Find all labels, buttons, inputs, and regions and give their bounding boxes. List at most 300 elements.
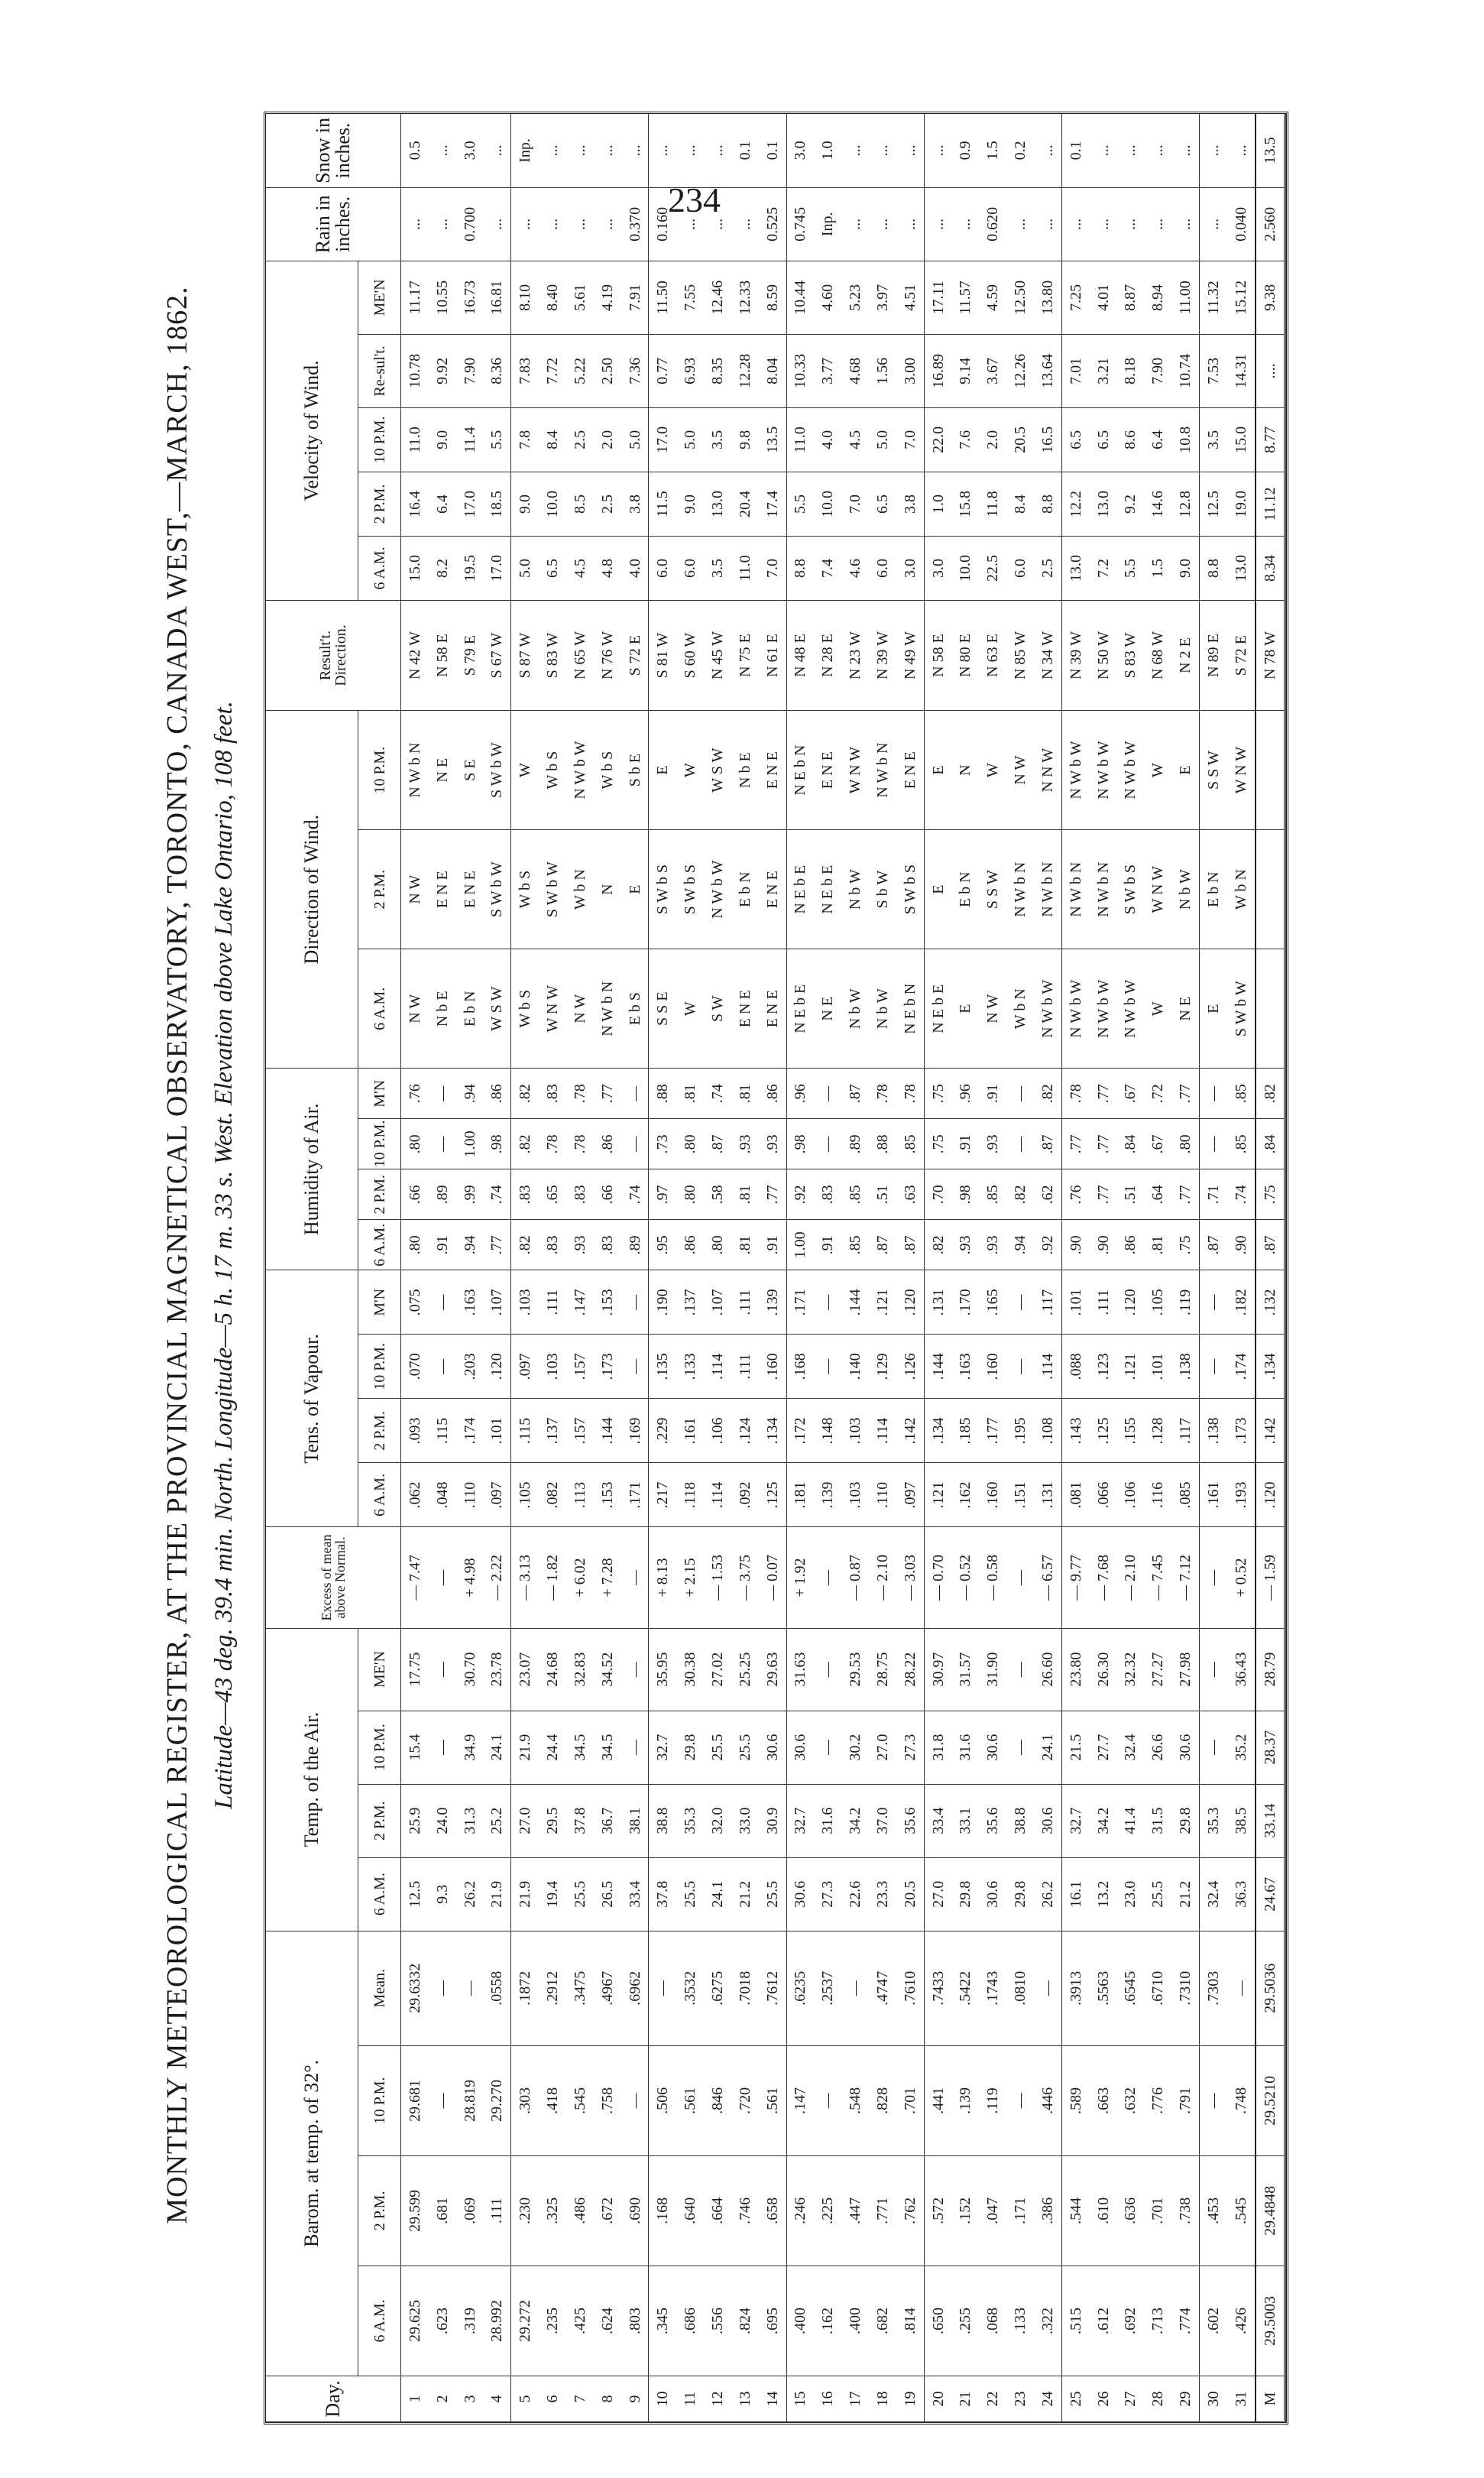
table-cell: 24.67 xyxy=(1256,1857,1285,1931)
table-cell: 13.0 xyxy=(1061,536,1089,600)
table-cell: .78 xyxy=(1061,1069,1089,1119)
table-cell xyxy=(1256,830,1285,949)
subheader-cell: 10 P.M. xyxy=(358,1335,401,1399)
table-cell: .612 xyxy=(1090,2266,1117,2376)
table-cell: 5.5 xyxy=(1116,536,1144,600)
table-cell: 34.2 xyxy=(841,1784,869,1857)
table-cell: 27.27 xyxy=(1144,1628,1171,1711)
table-cell: .87 xyxy=(1199,1220,1226,1270)
table-cell: 26.2 xyxy=(1034,1857,1061,1931)
table-cell: .682 xyxy=(869,2266,896,2376)
table-cell: .85 xyxy=(896,1119,924,1169)
table-cell: 33.1 xyxy=(952,1784,980,1857)
table-cell: .62 xyxy=(1034,1169,1061,1220)
table-cell: 23.07 xyxy=(511,1628,539,1711)
table-cell: .83 xyxy=(566,1169,594,1220)
table-cell: 19.0 xyxy=(1227,472,1256,536)
table-cell: 27.98 xyxy=(1171,1628,1199,1711)
table-cell: .81 xyxy=(676,1069,704,1119)
table-cell: Inp. xyxy=(814,187,841,261)
subheader-cell: 6 A.M. xyxy=(358,1463,401,1527)
table-cell: 0.1 xyxy=(731,114,759,187)
table-cell: — xyxy=(621,1527,649,1628)
table-cell: 28.992 xyxy=(483,2266,510,2376)
table-cell: .101 xyxy=(483,1399,510,1463)
table-cell: ... xyxy=(924,114,951,187)
table-cell: S 83 W xyxy=(1116,601,1144,711)
table-cell: .319 xyxy=(456,2266,484,2376)
table-cell: 32.7 xyxy=(1061,1784,1089,1857)
table-cell: .58 xyxy=(704,1169,731,1220)
table-cell: 20.4 xyxy=(731,472,759,536)
table-cell: .7303 xyxy=(1199,1931,1226,2045)
table-cell: .83 xyxy=(814,1169,841,1220)
table-cell: N E xyxy=(1171,949,1199,1069)
table-cell: .82 xyxy=(511,1069,539,1119)
table-cell: 4.51 xyxy=(896,261,924,334)
subheader-cell: Mean. xyxy=(358,1931,401,2045)
table-cell: N W b N xyxy=(1006,830,1034,949)
table-cell: W b N xyxy=(566,830,594,949)
table-cell: .1872 xyxy=(511,1931,539,2045)
table-cell: .114 xyxy=(704,1463,731,1527)
table-cell: .113 xyxy=(566,1463,594,1527)
table-cell: 12.33 xyxy=(731,261,759,334)
table-cell: 29.681 xyxy=(401,2045,429,2155)
table-cell: 30.6 xyxy=(759,1711,786,1784)
table-cell: — xyxy=(1199,1119,1226,1169)
register-body xyxy=(401,114,1285,2422)
table-cell: .217 xyxy=(649,1463,676,1527)
table-cell: .... xyxy=(1256,334,1285,407)
table-cell: .225 xyxy=(814,2155,841,2266)
table-cell: N W b W xyxy=(1061,711,1089,830)
table-cell: 3.5 xyxy=(704,407,731,472)
table-cell: 9.8 xyxy=(731,407,759,472)
table-cell: .138 xyxy=(1199,1399,1226,1463)
table-cell: .129 xyxy=(869,1335,896,1399)
table-cell: W xyxy=(1144,711,1171,830)
table-cell: .610 xyxy=(1090,2155,1117,2266)
table-row xyxy=(483,114,510,2422)
table-cell: 13.5 xyxy=(1256,114,1285,187)
table-cell: .3532 xyxy=(676,1931,704,2045)
table-cell: ... xyxy=(1144,187,1171,261)
day-cell: 23 xyxy=(1006,2376,1034,2421)
table-cell: .203 xyxy=(456,1335,484,1399)
table-cell: 17.4 xyxy=(759,472,786,536)
table-cell: .80 xyxy=(401,1220,429,1270)
table-cell: E xyxy=(1171,711,1199,830)
subheader-cell: 10 P.M. xyxy=(358,407,401,472)
table-cell: N W b W xyxy=(1116,949,1144,1069)
table-cell: .771 xyxy=(869,2155,896,2266)
table-cell: .87 xyxy=(1034,1119,1061,1169)
table-cell: .082 xyxy=(539,1463,566,1527)
table-cell: .229 xyxy=(649,1399,676,1463)
table-cell: .90 xyxy=(1227,1220,1256,1270)
day-cell: 31 xyxy=(1227,2376,1256,2421)
table-cell: .107 xyxy=(704,1270,731,1335)
table-cell: 15.8 xyxy=(952,472,980,536)
table-cell: 27.0 xyxy=(869,1711,896,1784)
table-cell: .67 xyxy=(1144,1119,1171,1169)
table-cell: 9.0 xyxy=(1171,536,1199,600)
table-cell: 4.68 xyxy=(841,334,869,407)
table-cell: E N E xyxy=(896,711,924,830)
table-cell: .148 xyxy=(814,1399,841,1463)
table-cell: .88 xyxy=(649,1069,676,1119)
table-cell: 28.22 xyxy=(896,1628,924,1711)
table-cell: N 39 W xyxy=(1061,601,1089,711)
table-cell: 8.10 xyxy=(511,261,539,334)
table-cell: .93 xyxy=(759,1119,786,1169)
table-cell: 29.6332 xyxy=(401,1931,429,2045)
table-cell: .128 xyxy=(1144,1399,1171,1463)
table-cell: .80 xyxy=(401,1119,429,1169)
table-cell: .73 xyxy=(649,1119,676,1169)
table-cell: .77 xyxy=(483,1220,510,1270)
day-cell: 9 xyxy=(621,2376,649,2421)
table-cell: .544 xyxy=(1061,2155,1089,2266)
table-cell: 30.38 xyxy=(676,1628,704,1711)
table-cell: 4.59 xyxy=(979,261,1006,334)
table-cell: S 72 E xyxy=(621,601,649,711)
table-cell: 28.79 xyxy=(1256,1628,1285,1711)
table-cell: .7610 xyxy=(896,1931,924,2045)
table-cell: .75 xyxy=(924,1119,951,1169)
table-cell: 30.6 xyxy=(786,1857,814,1931)
subheader-cell: ME'N xyxy=(358,261,401,334)
table-cell: 25.25 xyxy=(731,1628,759,1711)
table-cell: 23.0 xyxy=(1116,1857,1144,1931)
table-cell: .738 xyxy=(1171,2155,1199,2266)
table-cell: 13.0 xyxy=(704,472,731,536)
table-cell: N 89 E xyxy=(1199,601,1226,711)
table-cell: E xyxy=(649,711,676,830)
subheader-cell: 10 P.M. xyxy=(358,2045,401,2155)
table-cell: 3.21 xyxy=(1090,334,1117,407)
table-cell: 6.0 xyxy=(1006,536,1034,600)
table-cell: W xyxy=(676,711,704,830)
table-cell: .126 xyxy=(896,1335,924,1399)
table-cell: 11.0 xyxy=(786,407,814,472)
subheader-cell: 2 P.M. xyxy=(358,472,401,536)
table-cell: .101 xyxy=(1061,1270,1089,1335)
table-cell: .72 xyxy=(1144,1069,1171,1119)
table-cell: 7.90 xyxy=(1144,334,1171,407)
table-row xyxy=(1061,114,1089,2422)
subheader-cell: M'N xyxy=(358,1069,401,1119)
table-cell: .075 xyxy=(401,1270,429,1335)
table-cell: .803 xyxy=(621,2266,649,2376)
table-cell: N W xyxy=(979,949,1006,1069)
table-cell: 6.0 xyxy=(649,536,676,600)
table-cell: — 1.53 xyxy=(704,1527,731,1628)
table-cell: — 7.47 xyxy=(401,1527,429,1628)
table-cell: N 85 W xyxy=(1006,601,1034,711)
table-cell: 16.5 xyxy=(1034,407,1061,472)
table-cell: 7.0 xyxy=(841,472,869,536)
table-cell: .171 xyxy=(621,1463,649,1527)
table-cell: 11.8 xyxy=(979,472,1006,536)
table-cell: 2.5 xyxy=(594,472,621,536)
table-cell: .506 xyxy=(649,2045,676,2155)
table-cell: .170 xyxy=(952,1270,980,1335)
table-cell: 8.2 xyxy=(429,536,456,600)
table-cell: .91 xyxy=(952,1119,980,1169)
table-cell: 11.12 xyxy=(1256,472,1285,536)
table-cell: 8.59 xyxy=(759,261,786,334)
table-cell: 25.9 xyxy=(401,1784,429,1857)
table-cell: N 61 E xyxy=(759,601,786,711)
table-cell: 11.17 xyxy=(401,261,429,334)
table-cell: 2.5 xyxy=(566,407,594,472)
table-cell: 8.8 xyxy=(1199,536,1226,600)
table-cell: 1.0 xyxy=(924,472,951,536)
table-cell: 7.4 xyxy=(814,536,841,600)
table-cell: N W xyxy=(401,949,429,1069)
table-cell: S W b S xyxy=(896,830,924,949)
table-cell: .157 xyxy=(566,1399,594,1463)
table-cell: 11.50 xyxy=(649,261,676,334)
table-cell: 35.6 xyxy=(979,1784,1006,1857)
table-cell: ... xyxy=(649,114,676,187)
table-cell: 7.2 xyxy=(1090,536,1117,600)
table-cell: 29.5036 xyxy=(1256,1931,1285,2045)
table-cell: 0.1 xyxy=(1061,114,1089,187)
table-cell: 10.8 xyxy=(1171,407,1199,472)
table-cell: N 48 E xyxy=(786,601,814,711)
table-cell: 15.12 xyxy=(1227,261,1256,334)
table-cell: 10.44 xyxy=(786,261,814,334)
table-cell: .81 xyxy=(1144,1220,1171,1270)
table-cell: .82 xyxy=(511,1220,539,1270)
table-cell: .672 xyxy=(594,2155,621,2266)
table-cell: — xyxy=(456,1931,484,2045)
table-cell: — 0.87 xyxy=(841,1527,869,1628)
table-cell: .85 xyxy=(1227,1119,1256,1169)
group-wind-direction: Direction of Wind. xyxy=(266,711,358,1069)
table-cell: ... xyxy=(1090,114,1117,187)
table-cell: .081 xyxy=(1061,1463,1089,1527)
table-cell: .161 xyxy=(676,1399,704,1463)
table-cell: .85 xyxy=(841,1169,869,1220)
day-cell: 20 xyxy=(924,2376,951,2421)
table-cell: 35.2 xyxy=(1227,1711,1256,1784)
table-cell: .062 xyxy=(401,1463,429,1527)
table-cell: .572 xyxy=(924,2155,951,2266)
table-row xyxy=(1171,114,1199,2422)
table-cell: 4.01 xyxy=(1090,261,1117,334)
table-cell: S 60 W xyxy=(676,601,704,711)
table-cell: .135 xyxy=(649,1335,676,1399)
table-cell: 7.01 xyxy=(1061,334,1089,407)
table-cell: 31.5 xyxy=(1144,1784,1171,1857)
table-cell: 0.77 xyxy=(649,334,676,407)
table-cell: .068 xyxy=(979,2266,1006,2376)
table-cell: 26.2 xyxy=(456,1857,484,1931)
table-cell: 21.9 xyxy=(511,1711,539,1784)
table-cell: ... xyxy=(1144,114,1171,187)
table-cell: .86 xyxy=(1116,1220,1144,1270)
table-row xyxy=(841,114,869,2422)
table-cell: + 4.98 xyxy=(456,1527,484,1628)
table-cell: + 8.13 xyxy=(649,1527,676,1628)
table-cell: N W b W xyxy=(1061,949,1089,1069)
table-cell: — xyxy=(621,1119,649,1169)
table-cell: 7.0 xyxy=(759,536,786,600)
table-cell: — xyxy=(621,1711,649,1784)
table-cell: 20.5 xyxy=(1006,407,1034,472)
table-row xyxy=(649,114,676,2422)
table-cell: 3.0 xyxy=(896,536,924,600)
table-cell: — 2.10 xyxy=(1116,1527,1144,1628)
table-cell: 35.6 xyxy=(896,1784,924,1857)
table-cell: 21.2 xyxy=(1171,1857,1199,1931)
table-cell: .81 xyxy=(731,1069,759,1119)
table-cell: — xyxy=(1199,1335,1226,1399)
table-cell: .121 xyxy=(924,1463,951,1527)
table-cell: .623 xyxy=(429,2266,456,2376)
table-cell: 25.5 xyxy=(566,1857,594,1931)
table-cell: .748 xyxy=(1227,2045,1256,2155)
table-cell: S b E xyxy=(621,711,649,830)
day-cell: 19 xyxy=(896,2376,924,2421)
table-cell: 26.6 xyxy=(1144,1711,1171,1784)
table-cell: — 0.07 xyxy=(759,1527,786,1628)
table-cell: S W b S xyxy=(649,830,676,949)
table-cell: 3.5 xyxy=(704,536,731,600)
subheader-cell: ME'N xyxy=(358,1628,401,1711)
table-cell: .111 xyxy=(731,1335,759,1399)
table-cell: E xyxy=(924,711,951,830)
table-cell: 32.32 xyxy=(1116,1628,1144,1711)
table-cell: .120 xyxy=(1256,1463,1285,1527)
table-cell: .82 xyxy=(1006,1169,1034,1220)
table-cell: .84 xyxy=(1256,1119,1285,1169)
table-cell: 10.74 xyxy=(1171,334,1199,407)
table-cell: .695 xyxy=(759,2266,786,2376)
table-cell: — xyxy=(621,2045,649,2155)
table-cell: 38.8 xyxy=(1006,1784,1034,1857)
table-cell: 36.43 xyxy=(1227,1628,1256,1711)
table-cell: .108 xyxy=(1034,1399,1061,1463)
table-cell: .3475 xyxy=(566,1931,594,2045)
subheader-cell: 10 P.M. xyxy=(358,711,401,830)
table-cell: .80 xyxy=(676,1169,704,1220)
table-cell: 18.5 xyxy=(483,472,510,536)
table-row xyxy=(1199,114,1226,2422)
table-cell: .664 xyxy=(704,2155,731,2266)
table-cell: N E b N xyxy=(896,949,924,1069)
table-cell: .545 xyxy=(566,2045,594,2155)
table-cell: — xyxy=(621,1069,649,1119)
table-cell: 0.040 xyxy=(1227,187,1256,261)
table-cell: .066 xyxy=(1090,1463,1117,1527)
table-row xyxy=(1090,114,1117,2422)
table-cell: 34.5 xyxy=(594,1711,621,1784)
table-cell: .151 xyxy=(1006,1463,1034,1527)
table-cell: 3.8 xyxy=(621,472,649,536)
table-cell: W N W xyxy=(1227,711,1256,830)
table-cell: E xyxy=(1199,949,1226,1069)
table-cell: N 23 W xyxy=(841,601,869,711)
table-cell: .181 xyxy=(786,1463,814,1527)
table-cell: E N E xyxy=(759,711,786,830)
table-cell: 26.5 xyxy=(594,1857,621,1931)
table-cell: .124 xyxy=(731,1399,759,1463)
table-cell: W N W xyxy=(841,711,869,830)
table-cell: 3.5 xyxy=(1199,407,1226,472)
table-cell: 3.77 xyxy=(814,334,841,407)
table-cell: .77 xyxy=(1061,1119,1089,1169)
table-cell: ... xyxy=(429,187,456,261)
table-cell: .168 xyxy=(649,2155,676,2266)
table-cell: .131 xyxy=(924,1270,951,1335)
table-cell: 10.55 xyxy=(429,261,456,334)
table-cell: W b S xyxy=(539,711,566,830)
table-row xyxy=(401,114,429,2422)
table-cell: .75 xyxy=(1171,1220,1199,1270)
table-cell: .758 xyxy=(594,2045,621,2155)
table-cell: 16.1 xyxy=(1061,1857,1089,1931)
table-cell: — xyxy=(1199,1628,1226,1711)
table-cell: 25.5 xyxy=(704,1711,731,1784)
table-cell: .85 xyxy=(841,1220,869,1270)
table-cell: S S W xyxy=(979,830,1006,949)
table-cell: S 72 E xyxy=(1227,601,1256,711)
table-row xyxy=(731,114,759,2422)
table-cell: .713 xyxy=(1144,2266,1171,2376)
table-cell: S W b W xyxy=(1227,949,1256,1069)
table-cell: 29.5 xyxy=(539,1784,566,1857)
table-cell: N 78 W xyxy=(1256,601,1285,711)
table-cell: N b E xyxy=(731,711,759,830)
table-cell: .4747 xyxy=(869,1931,896,2045)
table-cell: .75 xyxy=(924,1069,951,1119)
table-cell: .123 xyxy=(1090,1335,1117,1399)
day-cell: 6 xyxy=(539,2376,566,2421)
table-cell: S 81 W xyxy=(649,601,676,711)
table-cell: — xyxy=(814,1270,841,1335)
table-cell: 31.6 xyxy=(952,1711,980,1784)
table-cell: .048 xyxy=(429,1463,456,1527)
table-cell: .139 xyxy=(759,1270,786,1335)
day-cell: 18 xyxy=(869,2376,896,2421)
table-cell: .98 xyxy=(952,1169,980,1220)
table-row xyxy=(869,114,896,2422)
table-cell: 0.745 xyxy=(786,187,814,261)
table-cell: .157 xyxy=(566,1335,594,1399)
day-cell: 28 xyxy=(1144,2376,1171,2421)
table-cell: .81 xyxy=(731,1169,759,1220)
table-cell: .686 xyxy=(676,2266,704,2376)
table-cell: .6962 xyxy=(621,1931,649,2045)
table-cell: .94 xyxy=(1006,1220,1034,1270)
table-cell: 10.78 xyxy=(401,334,429,407)
group-rain: Rain in inches. xyxy=(266,187,401,261)
table-cell: .96 xyxy=(952,1069,980,1119)
table-cell xyxy=(1256,949,1285,1069)
table-cell: 1.0 xyxy=(814,114,841,187)
subheader-cell: 6 A.M. xyxy=(358,536,401,600)
table-cell: .77 xyxy=(594,1069,621,1119)
table-cell: 32.4 xyxy=(1199,1857,1226,1931)
table-cell: .0558 xyxy=(483,1931,510,2045)
table-cell: 5.23 xyxy=(841,261,869,334)
table-cell: 12.46 xyxy=(704,261,731,334)
